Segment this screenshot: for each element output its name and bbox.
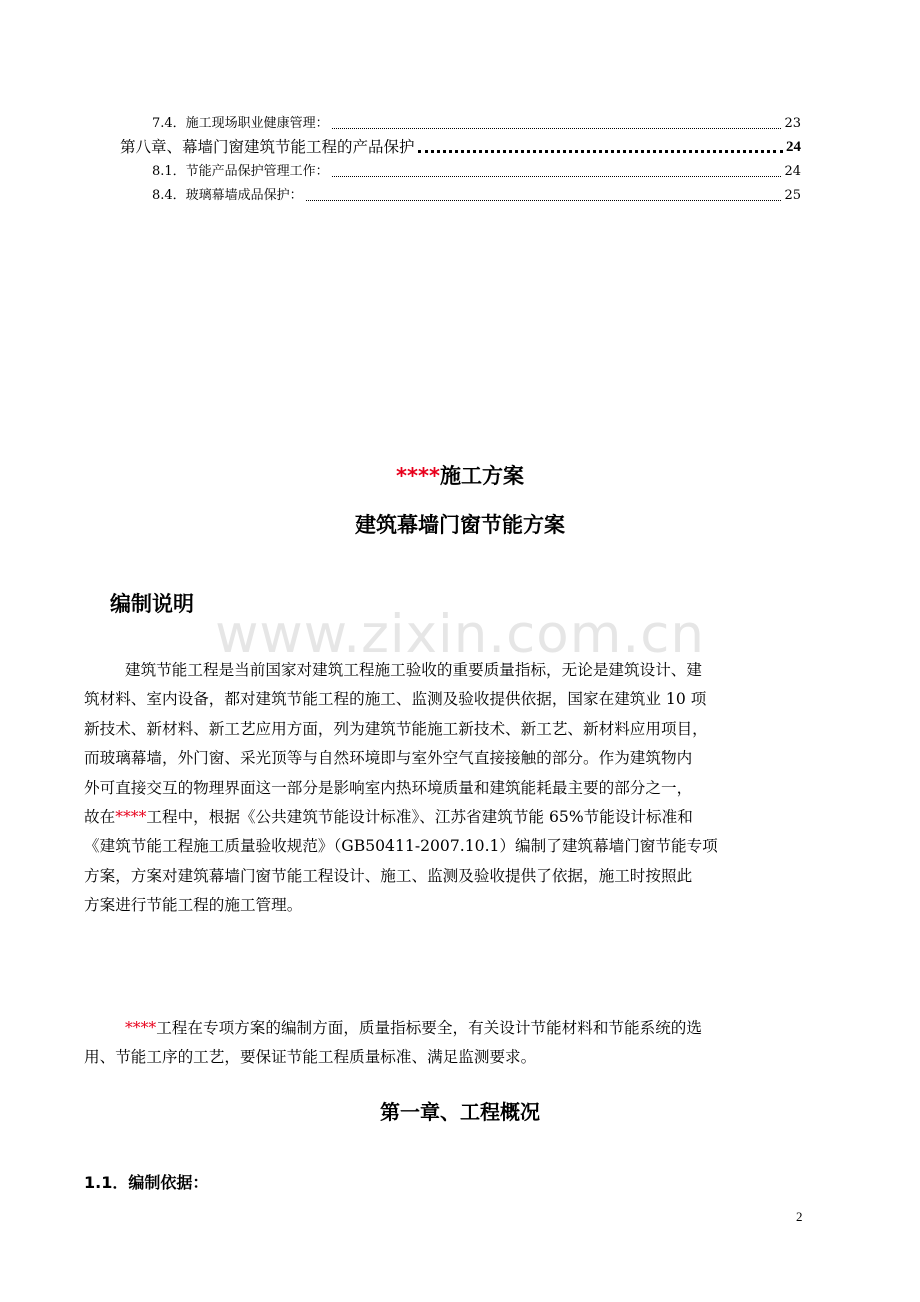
body-paragraph-2 [84,1014,812,1073]
document-title [0,460,920,490]
paragraph-line: 而玻璃幕墙，外门窗、采光顶等与自然环境即与室外空气直接接触的部分。作为建筑物内 [84,749,693,768]
paragraph-line: 方案，方案对建筑幕墙门窗节能工程设计、施工、监测及验收提供了依据，施工时按照此 [84,866,693,885]
paragraph-line: 《建筑节能工程施工质量验收规范》（GB50411-2007.10.1）编制了建筑幕墙门窗节能专项 [84,837,718,856]
toc-label: 8.4．玻璃幕墙成品保护： [152,188,303,203]
toc-entry-chapter-8[interactable] [120,138,801,157]
line-rest: 工程在专项方案的编制方面，质量指标要全，有关设计节能材料和节能系统的选 [156,1019,702,1037]
paragraph-line: 方案进行节能工程的施工管理。 [84,896,303,915]
paragraph-line [84,1014,812,1043]
chapter-heading: 第一章、工程概况 [380,1100,540,1124]
page-number: 2 [796,1209,803,1224]
toc-entry-8-4[interactable] [152,188,801,204]
line-prefix: 故在 [84,808,116,827]
line-rest: 工程中，根据《公共建筑节能设计标准》、江苏省建筑节能 65%节能设计标准和 [146,808,693,827]
toc-label: 第八章、幕墙门窗建筑节能工程的产品保护 [120,138,415,156]
toc-label: 7.4．施工现场职业健康管理： [152,116,329,131]
document-subtitle: 建筑幕墙门窗节能方案 [355,513,565,537]
toc-label: 8.1．节能产品保护管理工作： [152,164,329,179]
paragraph-line: 建筑节能工程是当前国家对建筑工程施工验收的重要质量指标，无论是建筑设计、建 [125,661,702,679]
toc-leader-dots [418,149,783,153]
toc-page: 25 [784,188,801,203]
toc-entry-8-1[interactable] [152,164,801,180]
body-paragraph-1 [84,656,812,921]
paragraph-line: 外可直接交互的物理界面这一部分是影响室内热环境质量和建筑能耗最主要的部分之一， [84,778,693,797]
title-stars: **** [396,464,440,488]
project-stars: **** [115,808,147,827]
project-stars: **** [125,1019,157,1037]
toc-leader-dots [332,175,782,177]
toc-page: 24 [784,164,801,179]
paragraph-line [84,803,812,832]
paragraph-line: 新技术、新材料、新工艺应用方面，列为建筑节能施工新技术、新工艺、新材料应用项目， [84,719,708,738]
section-heading: 编制说明 [110,592,194,616]
toc-entry-7-4[interactable] [152,116,801,132]
paragraph-line: 筑材料、室内设备，都对建筑节能工程的施工、监测及验收提供依据，国家在建筑业 10 项 [84,690,707,709]
paragraph-line: 用、节能工序的工艺，要保证节能工程质量标准、满足监测要求。 [84,1048,537,1067]
toc-leader-dots [306,199,782,201]
toc-leader-dots [332,127,782,129]
toc-page: 23 [784,116,801,131]
subsection-heading: 1.1．编制依据： [84,1173,209,1192]
title-main: 施工方案 [439,464,524,488]
watermark-text: www.zixin.com.cn [215,604,705,665]
toc-page: 24 [786,139,801,155]
